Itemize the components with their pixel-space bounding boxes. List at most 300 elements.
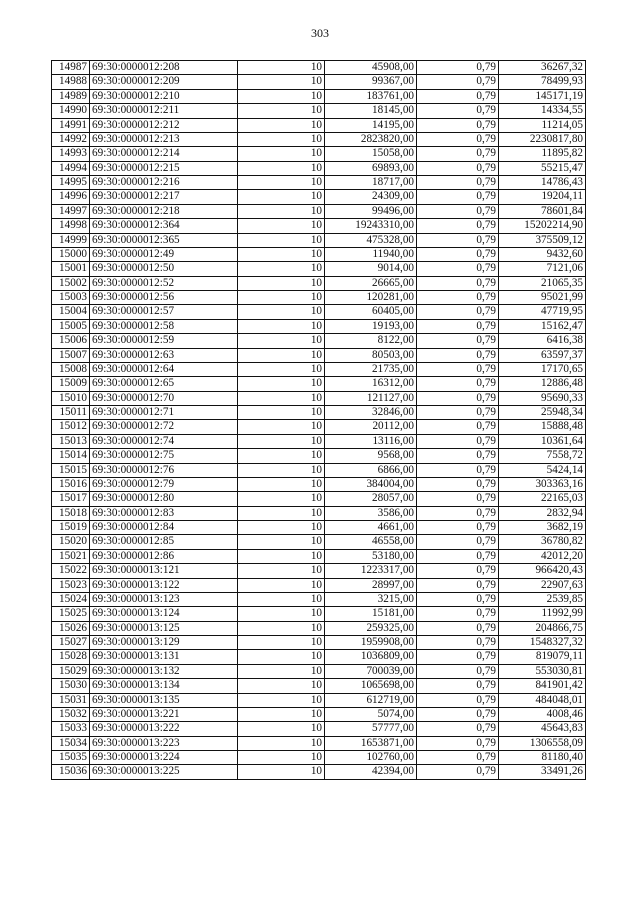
row-number-cell: 14993 xyxy=(52,147,90,161)
cadastral-number-cell: 69:30:0000012:86 xyxy=(90,549,238,563)
cadastral-number-cell: 69:30:0000013:223 xyxy=(90,736,238,750)
rate-cell: 0,79 xyxy=(417,492,499,506)
group-code-cell: 10 xyxy=(238,751,325,765)
table-row xyxy=(52,722,586,736)
row-number-cell: 15034 xyxy=(52,736,90,750)
group-code-cell: 10 xyxy=(238,118,325,132)
table-row xyxy=(52,190,586,204)
group-code-cell: 10 xyxy=(238,190,325,204)
row-number-cell: 15030 xyxy=(52,679,90,693)
group-code-cell: 10 xyxy=(238,449,325,463)
value-cell: 7558,72 xyxy=(499,449,586,463)
table-row xyxy=(52,607,586,621)
cadastral-number-cell: 69:30:0000013:129 xyxy=(90,636,238,650)
group-code-cell: 10 xyxy=(238,377,325,391)
row-number-cell: 14997 xyxy=(52,204,90,218)
group-code-cell: 10 xyxy=(238,765,325,779)
cadastral-number-cell: 69:30:0000012:216 xyxy=(90,176,238,190)
table-row xyxy=(52,319,586,333)
group-code-cell: 10 xyxy=(238,204,325,218)
rate-cell: 0,79 xyxy=(417,463,499,477)
cadastral-number-cell: 69:30:0000012:84 xyxy=(90,521,238,535)
cadastral-number-cell: 69:30:0000013:123 xyxy=(90,592,238,606)
area-cell: 13116,00 xyxy=(325,434,417,448)
rate-cell: 0,79 xyxy=(417,564,499,578)
area-cell: 26665,00 xyxy=(325,276,417,290)
value-cell: 95690,33 xyxy=(499,391,586,405)
rate-cell: 0,79 xyxy=(417,176,499,190)
cadastral-number-cell: 69:30:0000012:52 xyxy=(90,276,238,290)
group-code-cell: 10 xyxy=(238,463,325,477)
group-code-cell: 10 xyxy=(238,506,325,520)
value-cell: 55215,47 xyxy=(499,161,586,175)
rate-cell: 0,79 xyxy=(417,521,499,535)
table-body xyxy=(52,61,586,780)
rate-cell: 0,79 xyxy=(417,334,499,348)
row-number-cell: 15036 xyxy=(52,765,90,779)
row-number-cell: 15029 xyxy=(52,664,90,678)
group-code-cell: 10 xyxy=(238,592,325,606)
row-number-cell: 14990 xyxy=(52,104,90,118)
row-number-cell: 14994 xyxy=(52,161,90,175)
rate-cell: 0,79 xyxy=(417,305,499,319)
group-code-cell: 10 xyxy=(238,420,325,434)
table-row xyxy=(52,362,586,376)
group-code-cell: 10 xyxy=(238,535,325,549)
group-code-cell: 10 xyxy=(238,477,325,491)
group-code-cell: 10 xyxy=(238,664,325,678)
rate-cell: 0,79 xyxy=(417,535,499,549)
table-row xyxy=(52,377,586,391)
area-cell: 102760,00 xyxy=(325,751,417,765)
table-row xyxy=(52,406,586,420)
rate-cell: 0,79 xyxy=(417,75,499,89)
value-cell: 10361,64 xyxy=(499,434,586,448)
group-code-cell: 10 xyxy=(238,362,325,376)
group-code-cell: 10 xyxy=(238,736,325,750)
area-cell: 384004,00 xyxy=(325,477,417,491)
area-cell: 15058,00 xyxy=(325,147,417,161)
rate-cell: 0,79 xyxy=(417,319,499,333)
rate-cell: 0,79 xyxy=(417,679,499,693)
cadastral-number-cell: 69:30:0000013:131 xyxy=(90,650,238,664)
cadastral-number-cell: 69:30:0000012:211 xyxy=(90,104,238,118)
row-number-cell: 15007 xyxy=(52,348,90,362)
row-number-cell: 15004 xyxy=(52,305,90,319)
cadastral-number-cell: 69:30:0000012:64 xyxy=(90,362,238,376)
rate-cell: 0,79 xyxy=(417,204,499,218)
rate-cell: 0,79 xyxy=(417,636,499,650)
group-code-cell: 10 xyxy=(238,334,325,348)
table-row xyxy=(52,161,586,175)
row-number-cell: 15008 xyxy=(52,362,90,376)
group-code-cell: 10 xyxy=(238,549,325,563)
table-row xyxy=(52,420,586,434)
value-cell: 11992,99 xyxy=(499,607,586,621)
row-number-cell: 15032 xyxy=(52,707,90,721)
area-cell: 475328,00 xyxy=(325,233,417,247)
group-code-cell: 10 xyxy=(238,693,325,707)
value-cell: 2832,94 xyxy=(499,506,586,520)
row-number-cell: 15021 xyxy=(52,549,90,563)
group-code-cell: 10 xyxy=(238,89,325,103)
table-row xyxy=(52,592,586,606)
table-row xyxy=(52,621,586,635)
row-number-cell: 14988 xyxy=(52,75,90,89)
area-cell: 1065698,00 xyxy=(325,679,417,693)
rate-cell: 0,79 xyxy=(417,104,499,118)
area-cell: 24309,00 xyxy=(325,190,417,204)
value-cell: 145171,19 xyxy=(499,89,586,103)
cadastral-number-cell: 69:30:0000013:224 xyxy=(90,751,238,765)
row-number-cell: 15003 xyxy=(52,291,90,305)
table-row xyxy=(52,176,586,190)
cadastral-number-cell: 69:30:0000013:124 xyxy=(90,607,238,621)
rate-cell: 0,79 xyxy=(417,247,499,261)
group-code-cell: 10 xyxy=(238,262,325,276)
value-cell: 95021,99 xyxy=(499,291,586,305)
row-number-cell: 15025 xyxy=(52,607,90,621)
group-code-cell: 10 xyxy=(238,521,325,535)
rate-cell: 0,79 xyxy=(417,219,499,233)
area-cell: 45908,00 xyxy=(325,61,417,75)
row-number-cell: 14991 xyxy=(52,118,90,132)
rate-cell: 0,79 xyxy=(417,592,499,606)
cadastral-number-cell: 69:30:0000012:208 xyxy=(90,61,238,75)
row-number-cell: 15000 xyxy=(52,247,90,261)
area-cell: 2823820,00 xyxy=(325,132,417,146)
area-cell: 42394,00 xyxy=(325,765,417,779)
table-row xyxy=(52,578,586,592)
cadastral-number-cell: 69:30:0000012:209 xyxy=(90,75,238,89)
area-cell: 21735,00 xyxy=(325,362,417,376)
table-row xyxy=(52,679,586,693)
group-code-cell: 10 xyxy=(238,233,325,247)
group-code-cell: 10 xyxy=(238,391,325,405)
row-number-cell: 15016 xyxy=(52,477,90,491)
row-number-cell: 15011 xyxy=(52,406,90,420)
area-cell: 18717,00 xyxy=(325,176,417,190)
value-cell: 204866,75 xyxy=(499,621,586,635)
cadastral-number-cell: 69:30:0000012:212 xyxy=(90,118,238,132)
cadastral-number-cell: 69:30:0000012:80 xyxy=(90,492,238,506)
cadastral-number-cell: 69:30:0000012:85 xyxy=(90,535,238,549)
row-number-cell: 15035 xyxy=(52,751,90,765)
table-row xyxy=(52,449,586,463)
cadastral-number-cell: 69:30:0000012:58 xyxy=(90,319,238,333)
cadastral-number-cell: 69:30:0000012:217 xyxy=(90,190,238,204)
cadastral-value-table xyxy=(51,60,586,780)
table-row xyxy=(52,75,586,89)
area-cell: 15181,00 xyxy=(325,607,417,621)
row-number-cell: 15022 xyxy=(52,564,90,578)
area-cell: 1223317,00 xyxy=(325,564,417,578)
table-row xyxy=(52,492,586,506)
row-number-cell: 15001 xyxy=(52,262,90,276)
cadastral-number-cell: 69:30:0000012:365 xyxy=(90,233,238,247)
group-code-cell: 10 xyxy=(238,564,325,578)
value-cell: 36780,82 xyxy=(499,535,586,549)
area-cell: 46558,00 xyxy=(325,535,417,549)
group-code-cell: 10 xyxy=(238,319,325,333)
table-row xyxy=(52,391,586,405)
row-number-cell: 15012 xyxy=(52,420,90,434)
group-code-cell: 10 xyxy=(238,276,325,290)
cadastral-number-cell: 69:30:0000012:79 xyxy=(90,477,238,491)
value-cell: 47719,95 xyxy=(499,305,586,319)
table-row xyxy=(52,463,586,477)
cadastral-number-cell: 69:30:0000013:134 xyxy=(90,679,238,693)
table-row xyxy=(52,650,586,664)
rate-cell: 0,79 xyxy=(417,751,499,765)
table-row xyxy=(52,147,586,161)
group-code-cell: 10 xyxy=(238,492,325,506)
table-row xyxy=(52,262,586,276)
value-cell: 15202214,90 xyxy=(499,219,586,233)
value-cell: 33491,26 xyxy=(499,765,586,779)
rate-cell: 0,79 xyxy=(417,578,499,592)
rate-cell: 0,79 xyxy=(417,276,499,290)
table-row xyxy=(52,276,586,290)
rate-cell: 0,79 xyxy=(417,132,499,146)
page-number: 303 xyxy=(311,26,329,40)
table-row xyxy=(52,219,586,233)
rate-cell: 0,79 xyxy=(417,693,499,707)
area-cell: 9014,00 xyxy=(325,262,417,276)
row-number-cell: 15009 xyxy=(52,377,90,391)
rate-cell: 0,79 xyxy=(417,420,499,434)
group-code-cell: 10 xyxy=(238,650,325,664)
cadastral-number-cell: 69:30:0000012:57 xyxy=(90,305,238,319)
value-cell: 63597,37 xyxy=(499,348,586,362)
row-number-cell: 15017 xyxy=(52,492,90,506)
area-cell: 612719,00 xyxy=(325,693,417,707)
value-cell: 375509,12 xyxy=(499,233,586,247)
rate-cell: 0,79 xyxy=(417,348,499,362)
area-cell: 80503,00 xyxy=(325,348,417,362)
cadastral-number-cell: 69:30:0000013:135 xyxy=(90,693,238,707)
area-cell: 99367,00 xyxy=(325,75,417,89)
row-number-cell: 14989 xyxy=(52,89,90,103)
table-row xyxy=(52,751,586,765)
value-cell: 841901,42 xyxy=(499,679,586,693)
area-cell: 69893,00 xyxy=(325,161,417,175)
cadastral-number-cell: 69:30:0000012:56 xyxy=(90,291,238,305)
cadastral-number-cell: 69:30:0000012:70 xyxy=(90,391,238,405)
table-row xyxy=(52,291,586,305)
value-cell: 7121,06 xyxy=(499,262,586,276)
area-cell: 9568,00 xyxy=(325,449,417,463)
value-cell: 3682,19 xyxy=(499,521,586,535)
area-cell: 16312,00 xyxy=(325,377,417,391)
rate-cell: 0,79 xyxy=(417,118,499,132)
value-cell: 819079,11 xyxy=(499,650,586,664)
cadastral-number-cell: 69:30:0000012:218 xyxy=(90,204,238,218)
table-row xyxy=(52,348,586,362)
cadastral-number-cell: 69:30:0000012:74 xyxy=(90,434,238,448)
value-cell: 2230817,80 xyxy=(499,132,586,146)
cadastral-number-cell: 69:30:0000012:63 xyxy=(90,348,238,362)
table-row xyxy=(52,521,586,535)
area-cell: 32846,00 xyxy=(325,406,417,420)
rate-cell: 0,79 xyxy=(417,549,499,563)
table-row xyxy=(52,104,586,118)
table-row xyxy=(52,434,586,448)
cadastral-number-cell: 69:30:0000012:83 xyxy=(90,506,238,520)
value-cell: 6416,38 xyxy=(499,334,586,348)
area-cell: 60405,00 xyxy=(325,305,417,319)
rate-cell: 0,79 xyxy=(417,161,499,175)
rate-cell: 0,79 xyxy=(417,722,499,736)
cadastral-number-cell: 69:30:0000013:121 xyxy=(90,564,238,578)
value-cell: 45643,83 xyxy=(499,722,586,736)
cadastral-number-cell: 69:30:0000013:225 xyxy=(90,765,238,779)
rate-cell: 0,79 xyxy=(417,650,499,664)
table-row xyxy=(52,305,586,319)
row-number-cell: 15005 xyxy=(52,319,90,333)
area-cell: 19243310,00 xyxy=(325,219,417,233)
table-row xyxy=(52,233,586,247)
row-number-cell: 15013 xyxy=(52,434,90,448)
cadastral-number-cell: 69:30:0000012:213 xyxy=(90,132,238,146)
area-cell: 700039,00 xyxy=(325,664,417,678)
area-cell: 120281,00 xyxy=(325,291,417,305)
cadastral-number-cell: 69:30:0000013:222 xyxy=(90,722,238,736)
area-cell: 6866,00 xyxy=(325,463,417,477)
row-number-cell: 15015 xyxy=(52,463,90,477)
rate-cell: 0,79 xyxy=(417,406,499,420)
row-number-cell: 14999 xyxy=(52,233,90,247)
group-code-cell: 10 xyxy=(238,75,325,89)
rate-cell: 0,79 xyxy=(417,233,499,247)
value-cell: 81180,40 xyxy=(499,751,586,765)
value-cell: 78601,84 xyxy=(499,204,586,218)
rate-cell: 0,79 xyxy=(417,362,499,376)
group-code-cell: 10 xyxy=(238,406,325,420)
table-row xyxy=(52,636,586,650)
rate-cell: 0,79 xyxy=(417,89,499,103)
cadastral-number-cell: 69:30:0000012:75 xyxy=(90,449,238,463)
table-row xyxy=(52,132,586,146)
cadastral-number-cell: 69:30:0000012:49 xyxy=(90,247,238,261)
value-cell: 1548327,32 xyxy=(499,636,586,650)
rate-cell: 0,79 xyxy=(417,434,499,448)
cadastral-number-cell: 69:30:0000013:221 xyxy=(90,707,238,721)
table-row xyxy=(52,693,586,707)
value-cell: 4008,46 xyxy=(499,707,586,721)
row-number-cell: 14987 xyxy=(52,61,90,75)
rate-cell: 0,79 xyxy=(417,765,499,779)
group-code-cell: 10 xyxy=(238,621,325,635)
table-row xyxy=(52,204,586,218)
table-row xyxy=(52,549,586,563)
group-code-cell: 10 xyxy=(238,578,325,592)
row-number-cell: 15010 xyxy=(52,391,90,405)
row-number-cell: 15033 xyxy=(52,722,90,736)
area-cell: 1653871,00 xyxy=(325,736,417,750)
value-cell: 19204,11 xyxy=(499,190,586,204)
rate-cell: 0,79 xyxy=(417,190,499,204)
rate-cell: 0,79 xyxy=(417,506,499,520)
group-code-cell: 10 xyxy=(238,722,325,736)
group-code-cell: 10 xyxy=(238,607,325,621)
value-cell: 21065,35 xyxy=(499,276,586,290)
table-row xyxy=(52,477,586,491)
group-code-cell: 10 xyxy=(238,707,325,721)
rate-cell: 0,79 xyxy=(417,377,499,391)
cadastral-number-cell: 69:30:0000012:71 xyxy=(90,406,238,420)
group-code-cell: 10 xyxy=(238,247,325,261)
group-code-cell: 10 xyxy=(238,305,325,319)
group-code-cell: 10 xyxy=(238,147,325,161)
area-cell: 3586,00 xyxy=(325,506,417,520)
area-cell: 20112,00 xyxy=(325,420,417,434)
row-number-cell: 15020 xyxy=(52,535,90,549)
table-row xyxy=(52,736,586,750)
group-code-cell: 10 xyxy=(238,161,325,175)
table-row xyxy=(52,707,586,721)
group-code-cell: 10 xyxy=(238,61,325,75)
row-number-cell: 15019 xyxy=(52,521,90,535)
cadastral-number-cell: 69:30:0000013:122 xyxy=(90,578,238,592)
value-cell: 14786,43 xyxy=(499,176,586,190)
row-number-cell: 15014 xyxy=(52,449,90,463)
row-number-cell: 15023 xyxy=(52,578,90,592)
table-row xyxy=(52,535,586,549)
group-code-cell: 10 xyxy=(238,348,325,362)
group-code-cell: 10 xyxy=(238,434,325,448)
value-cell: 553030,81 xyxy=(499,664,586,678)
row-number-cell: 15031 xyxy=(52,693,90,707)
table-row xyxy=(52,247,586,261)
value-cell: 17170,65 xyxy=(499,362,586,376)
table-row xyxy=(52,664,586,678)
table-row xyxy=(52,564,586,578)
value-cell: 12886,48 xyxy=(499,377,586,391)
group-code-cell: 10 xyxy=(238,679,325,693)
group-code-cell: 10 xyxy=(238,219,325,233)
value-cell: 966420,43 xyxy=(499,564,586,578)
table-row xyxy=(52,61,586,75)
area-cell: 1036809,00 xyxy=(325,650,417,664)
cadastral-number-cell: 69:30:0000012:65 xyxy=(90,377,238,391)
rate-cell: 0,79 xyxy=(417,707,499,721)
table-row xyxy=(52,334,586,348)
rate-cell: 0,79 xyxy=(417,477,499,491)
row-number-cell: 15027 xyxy=(52,636,90,650)
table-row xyxy=(52,506,586,520)
area-cell: 99496,00 xyxy=(325,204,417,218)
area-cell: 5074,00 xyxy=(325,707,417,721)
row-number-cell: 15006 xyxy=(52,334,90,348)
area-cell: 18145,00 xyxy=(325,104,417,118)
cadastral-number-cell: 69:30:0000012:364 xyxy=(90,219,238,233)
rate-cell: 0,79 xyxy=(417,262,499,276)
area-cell: 14195,00 xyxy=(325,118,417,132)
row-number-cell: 15026 xyxy=(52,621,90,635)
value-cell: 5424,14 xyxy=(499,463,586,477)
cadastral-number-cell: 69:30:0000012:215 xyxy=(90,161,238,175)
table-row xyxy=(52,118,586,132)
table-row xyxy=(52,765,586,779)
cadastral-number-cell: 69:30:0000012:76 xyxy=(90,463,238,477)
area-cell: 57777,00 xyxy=(325,722,417,736)
row-number-cell: 15002 xyxy=(52,276,90,290)
rate-cell: 0,79 xyxy=(417,291,499,305)
rate-cell: 0,79 xyxy=(417,607,499,621)
area-cell: 28057,00 xyxy=(325,492,417,506)
group-code-cell: 10 xyxy=(238,636,325,650)
